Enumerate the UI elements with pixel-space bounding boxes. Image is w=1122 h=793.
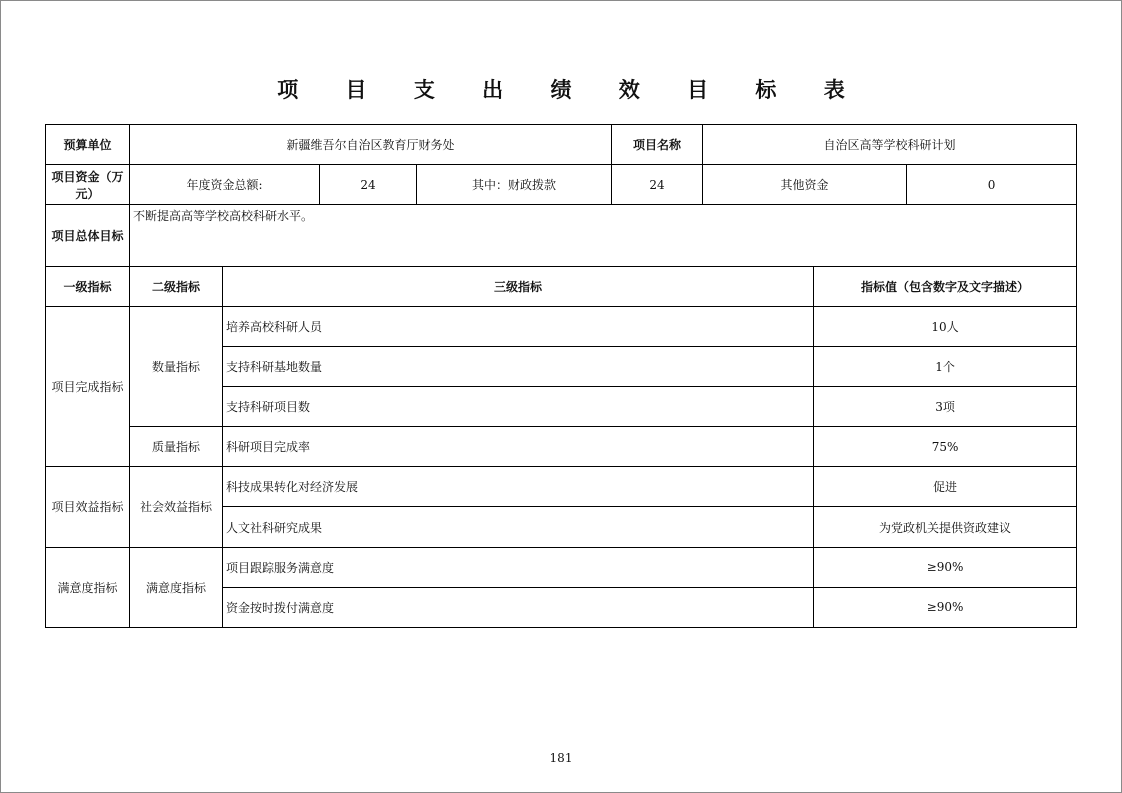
- indicator-name: 科研项目完成率: [223, 427, 814, 467]
- indicator-value: 75%: [814, 427, 1077, 467]
- indicator-value: 1个: [814, 346, 1077, 386]
- indicator-value: 促进: [814, 467, 1077, 507]
- table-row: [46, 427, 1077, 467]
- indicator-value: ≥90%: [814, 587, 1077, 627]
- indicator-name: 培养高校科研人员: [223, 306, 814, 346]
- fiscal-value: 24: [612, 165, 703, 205]
- row-funds: [46, 165, 1077, 205]
- project-name-label: 项目名称: [612, 125, 703, 165]
- table-row: [46, 547, 1077, 587]
- indicator-name: 资金按时拨付满意度: [223, 587, 814, 627]
- budget-unit-value: 新疆维吾尔自治区教育厅财务处: [130, 125, 612, 165]
- goal-label: 项目总体目标: [46, 205, 130, 266]
- other-funds-value: 0: [907, 165, 1077, 205]
- level2-cell: 质量指标: [130, 427, 223, 467]
- header-value: 指标值（包含数字及文字描述）: [814, 266, 1077, 306]
- level1-cell: 项目完成指标: [46, 306, 130, 467]
- table-row: [46, 467, 1077, 507]
- header-level1: 一级指标: [46, 266, 130, 306]
- project-name-value: 自治区高等学校科研计划: [703, 125, 1077, 165]
- indicator-name: 科技成果转化对经济发展: [223, 467, 814, 507]
- fiscal-label: 其中：财政拨款: [417, 165, 612, 205]
- annual-total-value: 24: [320, 165, 417, 205]
- indicator-name: 项目跟踪服务满意度: [223, 547, 814, 587]
- page-title: 项 目 支 出 绩 效 目 标 表: [277, 78, 865, 102]
- indicator-name: 支持科研项目数: [223, 387, 814, 427]
- level2-cell: 满意度指标: [130, 547, 223, 627]
- indicator-name: 支持科研基地数量: [223, 346, 814, 386]
- other-funds-label: 其他资金: [703, 165, 907, 205]
- indicator-value: 3项: [814, 387, 1077, 427]
- level2-cell: 社会效益指标: [130, 467, 223, 547]
- row-headers: [46, 266, 1077, 306]
- row-budget-unit: [46, 125, 1077, 165]
- header-level2: 二级指标: [130, 266, 223, 306]
- indicator-value: ≥90%: [814, 547, 1077, 587]
- annual-total-label: 年度资金总额:: [130, 165, 320, 205]
- page-number: 181: [549, 751, 573, 765]
- level1-cell: 满意度指标: [46, 547, 130, 627]
- goal-value: 不断提高高等学校高校科研水平。: [130, 205, 1077, 266]
- indicator-value: 为党政机关提供资政建议: [814, 507, 1077, 547]
- budget-unit-label: 预算单位: [46, 125, 130, 165]
- performance-table: [45, 124, 1077, 628]
- indicator-name: 人文社科研究成果: [223, 507, 814, 547]
- header-level3: 三级指标: [223, 266, 814, 306]
- funds-label: 项目资金（万元）: [46, 165, 130, 205]
- table-row: [46, 306, 1077, 346]
- level2-cell: 数量指标: [130, 306, 223, 426]
- level1-cell: 项目效益指标: [46, 467, 130, 547]
- indicator-value: 10人: [814, 306, 1077, 346]
- row-goal: [46, 205, 1077, 266]
